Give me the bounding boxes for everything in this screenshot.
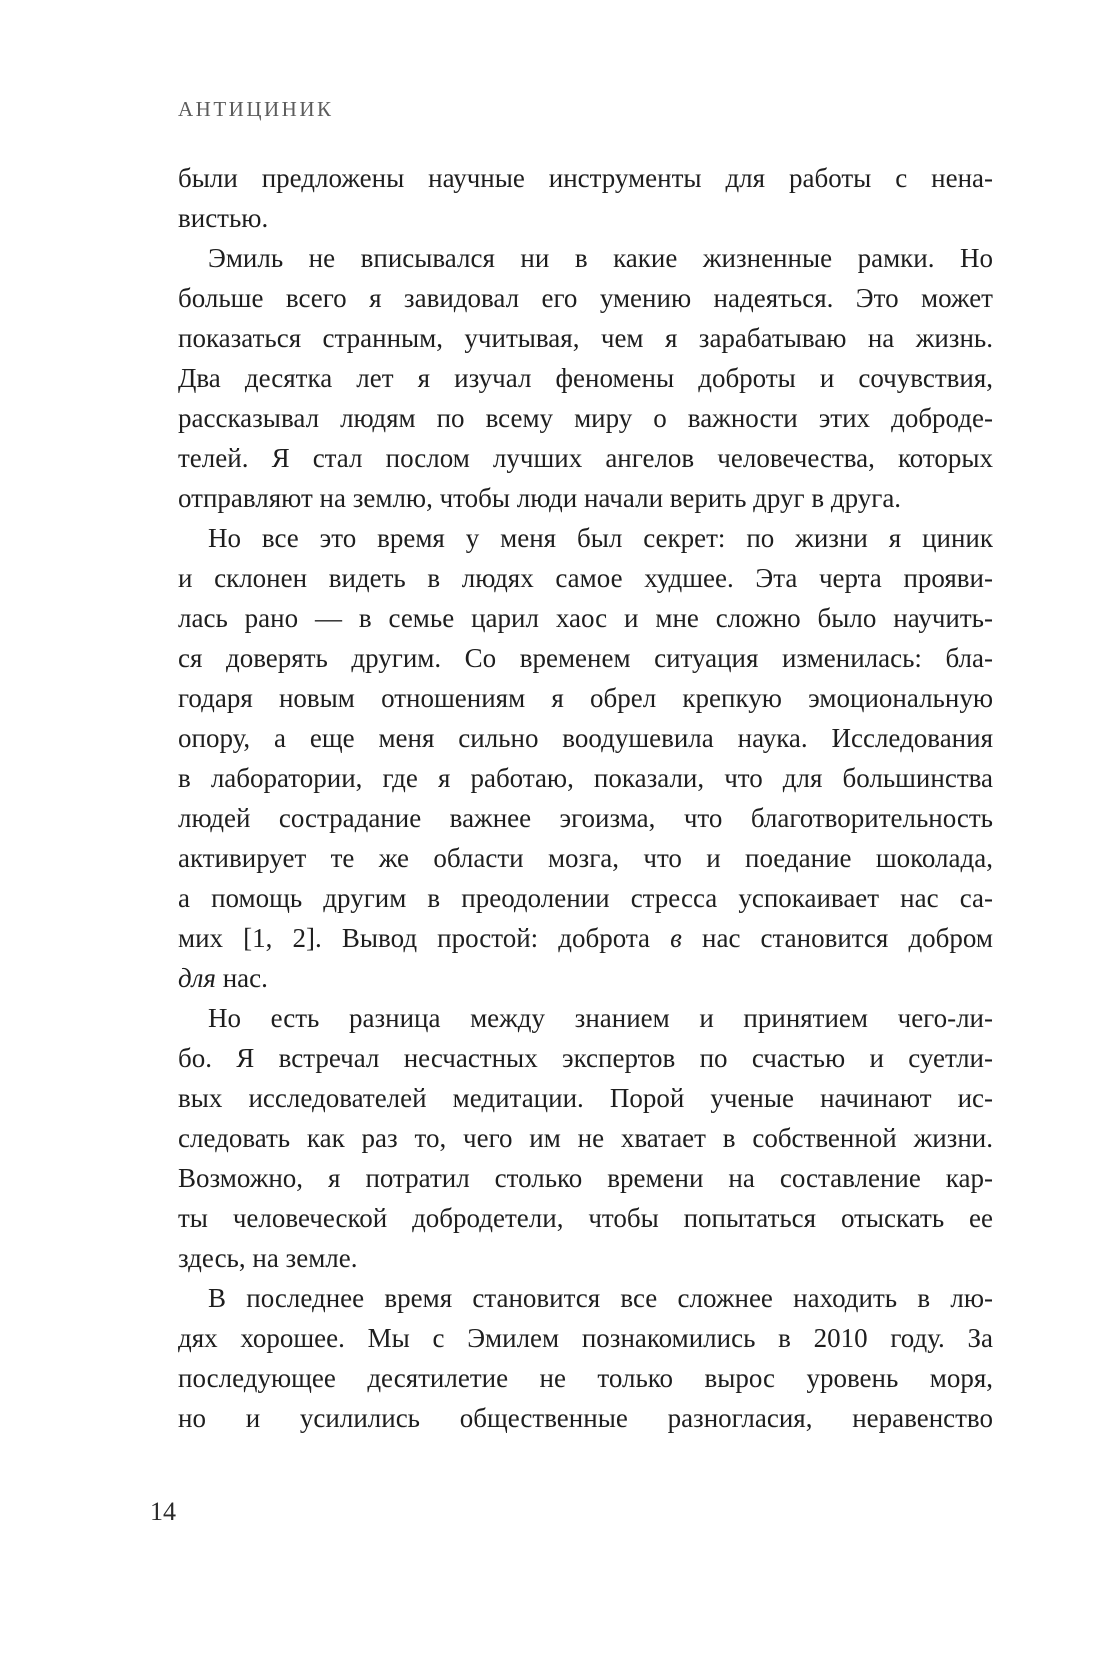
text-line bbox=[178, 998, 993, 1038]
italic-word: для bbox=[178, 963, 216, 993]
text-line bbox=[178, 198, 993, 238]
text-line bbox=[178, 758, 993, 798]
text-run: опору, а еще меня сильно воодушевила наука. Исследования bbox=[178, 723, 993, 753]
text-line bbox=[178, 678, 993, 718]
page-number: 14 bbox=[150, 1497, 176, 1526]
text-run: лась рано — в семье царил хаос и мне сложно было научить- bbox=[178, 603, 993, 633]
text-line bbox=[178, 1278, 993, 1318]
text-run: последующее десятилетие не только вырос уровень моря, bbox=[178, 1363, 993, 1393]
text-line bbox=[178, 158, 993, 198]
text-run: нас становится добром bbox=[681, 923, 993, 953]
text-line bbox=[178, 958, 993, 998]
paragraph bbox=[178, 1278, 993, 1438]
paragraph bbox=[178, 238, 993, 518]
text-run: вых исследователей медитации. Порой ученые начинают ис- bbox=[178, 1083, 993, 1113]
text-run: в лаборатории, где я работаю, показали, что для большинства bbox=[178, 763, 993, 793]
text-line bbox=[178, 1358, 993, 1398]
text-run: здесь, на земле. bbox=[178, 1243, 358, 1273]
text-run: телей. Я стал послом лучших ангелов человечества, которых bbox=[178, 443, 993, 473]
text-run: Два десятка лет я изучал феномены доброты и сочувствия, bbox=[178, 363, 993, 393]
text-run: следовать как раз то, чего им не хватает в собственной жизни. bbox=[178, 1123, 993, 1153]
text-run: Эмиль не вписывался ни в какие жизненные рамки. Но bbox=[208, 243, 993, 273]
paragraph bbox=[178, 998, 993, 1278]
text-line bbox=[178, 518, 993, 558]
italic-word: в bbox=[670, 923, 682, 953]
text-line bbox=[178, 238, 993, 278]
text-block bbox=[178, 158, 993, 1438]
text-run: ся доверять другим. Со временем ситуация изменилась: бла- bbox=[178, 643, 993, 673]
text-line bbox=[178, 838, 993, 878]
text-run: а помощь другим в преодолении стресса успокаивает нас са- bbox=[178, 883, 993, 913]
text-run: годаря новым отношениям я обрел крепкую эмоциональную bbox=[178, 683, 993, 713]
text-line bbox=[178, 1118, 993, 1158]
text-run: вистью. bbox=[178, 203, 269, 233]
text-line bbox=[178, 918, 993, 958]
text-line bbox=[178, 1198, 993, 1238]
text-run: но и усилились общественные разногласия, неравенство bbox=[178, 1403, 993, 1433]
text-run: Но есть разница между знанием и принятием чего-ли- bbox=[208, 1003, 993, 1033]
text-line bbox=[178, 1158, 993, 1198]
text-line bbox=[178, 478, 993, 518]
text-line bbox=[178, 718, 993, 758]
text-line bbox=[178, 1078, 993, 1118]
text-run: Возможно, я потратил столько времени на составление кар- bbox=[178, 1163, 993, 1193]
text-line bbox=[178, 638, 993, 678]
text-line bbox=[178, 438, 993, 478]
text-run: В последнее время становится все сложнее находить в лю- bbox=[208, 1283, 993, 1313]
text-line bbox=[178, 798, 993, 838]
text-run: мих [1, 2]. Вывод простой: доброта bbox=[178, 923, 671, 953]
text-run: были предложены научные инструменты для работы с нена- bbox=[178, 163, 993, 193]
text-line bbox=[178, 558, 993, 598]
text-run: и склонен видеть в людях самое худшее. Эта черта прояви- bbox=[178, 563, 993, 593]
text-run: ты человеческой добродетели, чтобы попытаться отыскать ее bbox=[178, 1203, 993, 1233]
text-line bbox=[178, 1318, 993, 1358]
text-line bbox=[178, 598, 993, 638]
text-run: людей сострадание важнее эгоизма, что благотворительность bbox=[178, 803, 993, 833]
text-run: активирует те же области мозга, что и поедание шоколада, bbox=[178, 843, 993, 873]
text-run: рассказывал людям по всему миру о важности этих доброде- bbox=[178, 403, 993, 433]
running-head: АНТИЦИНИК bbox=[178, 97, 334, 121]
paragraph bbox=[178, 518, 993, 998]
text-run: больше всего я завидовал его умению надеяться. Это может bbox=[178, 283, 993, 313]
text-run: бо. Я встречал несчастных экспертов по счастью и суетли- bbox=[178, 1043, 993, 1073]
text-line bbox=[178, 1238, 993, 1278]
text-run: нас. bbox=[215, 963, 268, 993]
text-run: показаться странным, учитывая, чем я зарабатываю на жизнь. bbox=[178, 323, 993, 353]
text-run: отправляют на землю, чтобы люди начали верить друг в друга. bbox=[178, 483, 902, 513]
text-line bbox=[178, 1398, 993, 1438]
text-line bbox=[178, 358, 993, 398]
text-line bbox=[178, 318, 993, 358]
text-line bbox=[178, 878, 993, 918]
paragraph bbox=[178, 158, 993, 238]
text-run: дях хорошее. Мы с Эмилем познакомились в 2010 году. За bbox=[178, 1323, 993, 1353]
text-line bbox=[178, 398, 993, 438]
text-run: Но все это время у меня был секрет: по жизни я циник bbox=[208, 523, 993, 553]
text-line bbox=[178, 278, 993, 318]
text-line bbox=[178, 1038, 993, 1078]
